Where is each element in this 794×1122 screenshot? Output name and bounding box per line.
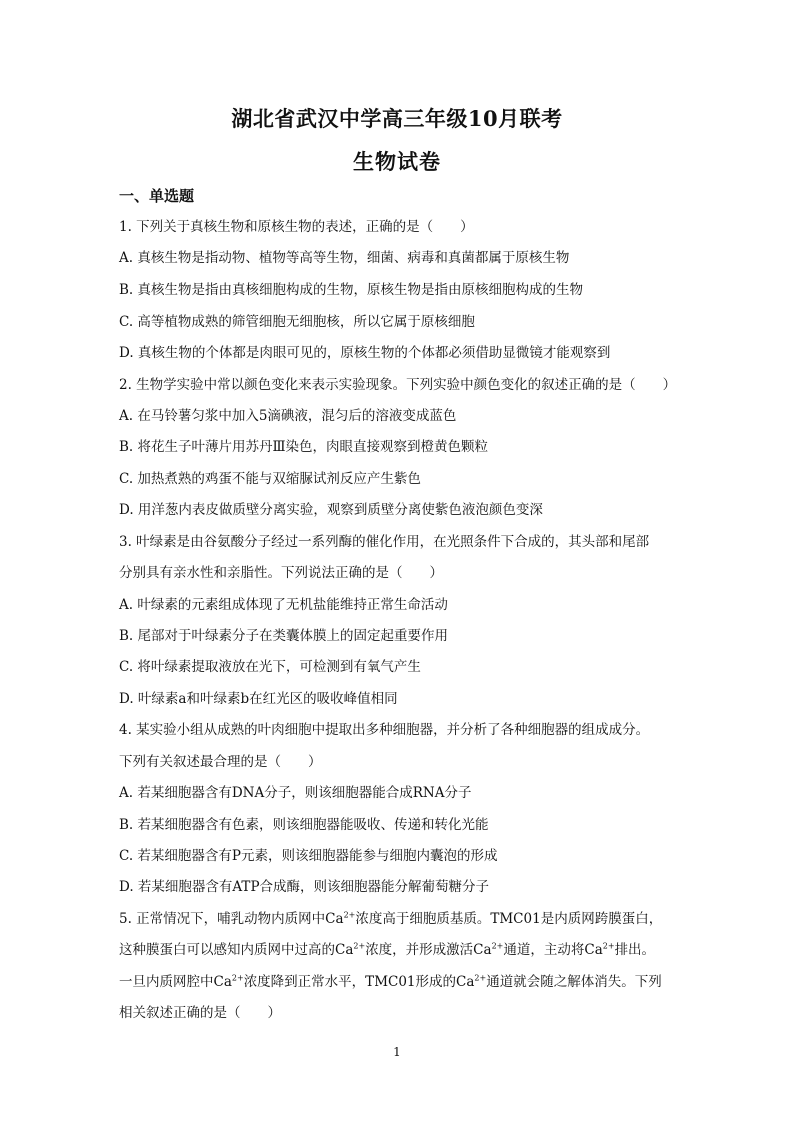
option-line: C. 加热煮熟的鸡蛋不能与双缩脲试剂反应产生紫色 bbox=[119, 471, 421, 487]
superscript-charge: 2+ bbox=[474, 973, 487, 983]
superscript-charge: 2+ bbox=[491, 941, 504, 951]
option-line: D. 真核生物的个体都是肉眼可见的，原核生物的个体都必须借助显微镜才能观察到 bbox=[119, 345, 611, 361]
option-line: B. 真核生物是指由真核细胞构成的生物，原核生物是指由原核细胞构成的生物 bbox=[119, 282, 584, 298]
option-line: C. 将叶绿素提取液放在光下，可检测到有氧气产生 bbox=[119, 659, 421, 675]
question-line: 4. 某实验小组从成熟的叶肉细胞中提取出多种细胞器，并分析了各种细胞器的组成成分。 bbox=[119, 722, 650, 738]
option-line: A. 真核生物是指动物、植物等高等生物，细菌、病毒和真菌都属于原核生物 bbox=[119, 250, 570, 266]
question-line: 分别具有亲水性和亲脂性。下列说法正确的是（ ） bbox=[119, 565, 443, 581]
q5-text: 这种膜蛋白可以感知内质网中过高的Ca bbox=[119, 942, 354, 958]
option-line: A. 叶绿素的元素组成体现了无机盐能维持正常生命活动 bbox=[119, 597, 448, 613]
question-line bbox=[119, 910, 662, 928]
q5-text: 浓度降到正常水平，TMC01形成的Ca bbox=[243, 974, 475, 990]
superscript-charge: 2+ bbox=[602, 941, 615, 951]
question-line: 下列有关叙述最合理的是（ ） bbox=[119, 754, 322, 770]
exam-title: 湖北省武汉中学高三年级10月联考 bbox=[231, 106, 563, 131]
exam-subtitle: 生物试卷 bbox=[353, 149, 441, 174]
option-line: A. 若某细胞器含有DNA分子，则该细胞器能合成RNA分子 bbox=[119, 785, 472, 801]
page-number: 1 bbox=[393, 1045, 401, 1059]
q5-text: 通道，主动将Ca bbox=[503, 942, 603, 958]
option-line: D. 叶绿素a和叶绿素b在红光区的吸收峰值相同 bbox=[119, 691, 398, 707]
superscript-charge: 2+ bbox=[343, 910, 356, 920]
question-line bbox=[119, 941, 655, 959]
q5-text: 浓度，并形成激活Ca bbox=[365, 942, 492, 958]
superscript-charge: 2+ bbox=[353, 941, 366, 951]
option-line: C. 若某细胞器含有P元素，则该细胞器能参与细胞内囊泡的形成 bbox=[119, 848, 498, 864]
option-line: C. 高等植物成熟的筛管细胞无细胞核，所以它属于原核细胞 bbox=[119, 314, 475, 330]
q5-text: 一旦内质网腔中Ca bbox=[119, 974, 232, 990]
q5-text: 5. 正常情况下，哺乳动物内质网中Ca bbox=[119, 911, 344, 927]
q5-text: 排出。 bbox=[614, 942, 656, 958]
question-line: 1. 下列关于真核生物和原核生物的表述，正确的是（ ） bbox=[119, 219, 474, 235]
option-line: A. 在马铃薯匀浆中加入5滴碘液，混匀后的溶液变成蓝色 bbox=[119, 408, 457, 424]
q5-text: 通道就会随之解体消失。下列 bbox=[486, 974, 662, 990]
section-heading: 一、单选题 bbox=[119, 187, 195, 205]
question-line: 3. 叶绿素是由谷氨酸分子经过一系列酶的催化作用，在光照条件下合成的，其头部和尾部 bbox=[119, 534, 650, 550]
superscript-charge: 2+ bbox=[231, 973, 244, 983]
q5-text: 浓度高于细胞质基质。TMC01是内质网跨膜蛋白， bbox=[355, 911, 663, 927]
question-line bbox=[119, 973, 662, 991]
option-line: D. 用洋葱内表皮做质壁分离实验，观察到质壁分离使紫色液泡颜色变深 bbox=[119, 502, 543, 518]
question-line: 相关叙述正确的是（ ） bbox=[119, 1005, 281, 1021]
option-line: D. 若某细胞器含有ATP合成酶，则该细胞器能分解葡萄糖分子 bbox=[119, 879, 490, 895]
question-line: 2. 生物学实验中常以颜色变化来表示实验现象。下列实验中颜色变化的叙述正确的是（ ） bbox=[119, 377, 677, 393]
option-line: B. 若某细胞器含有色素，则该细胞器能吸收、传递和转化光能 bbox=[119, 817, 489, 833]
option-line: B. 尾部对于叶绿素分子在类囊体膜上的固定起重要作用 bbox=[119, 628, 449, 644]
option-line: B. 将花生子叶薄片用苏丹Ⅲ染色，肉眼直接观察到橙黄色颗粒 bbox=[119, 439, 489, 455]
